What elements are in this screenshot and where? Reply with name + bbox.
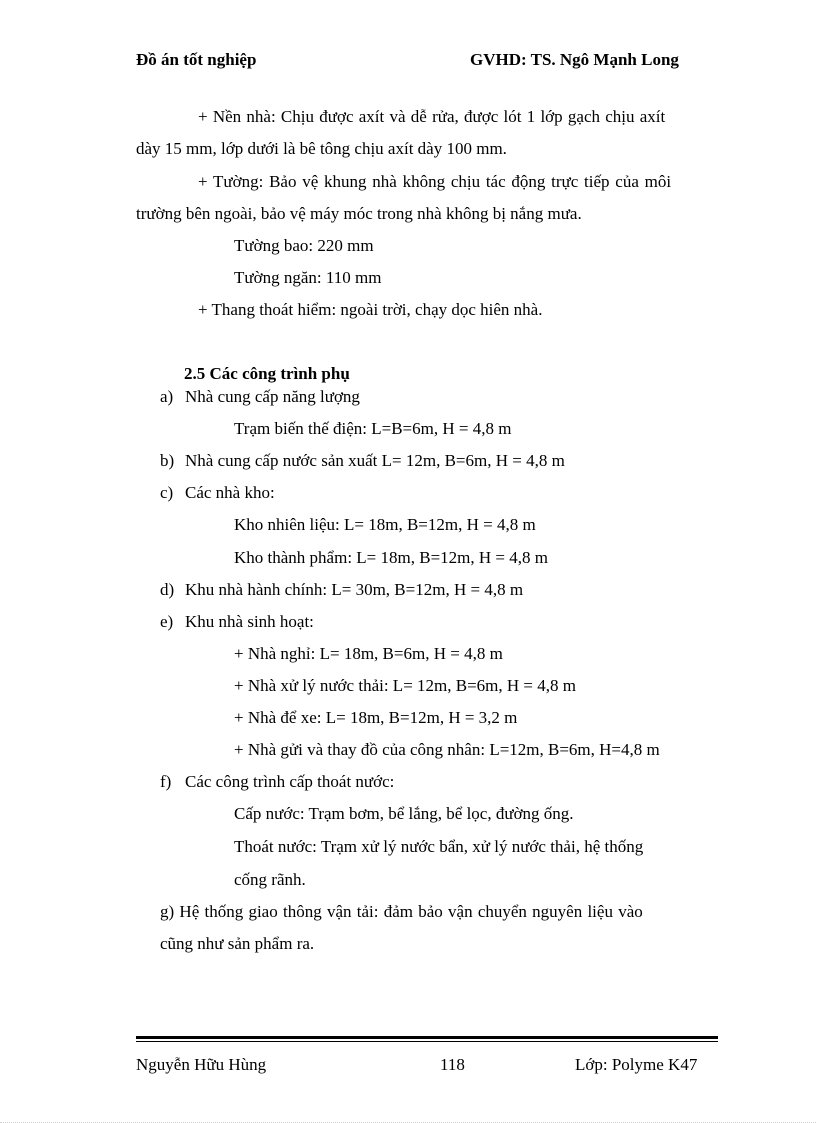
wall-outer: Tường bao: 220 mm: [234, 236, 374, 255]
list-marker-d: d): [160, 580, 175, 599]
list-item-e-sub3: + Nhà để xe: L= 18m, B=12m, H = 3,2 m: [234, 708, 518, 727]
list-item-a: Nhà cung cấp năng lượng: [185, 387, 360, 406]
footer-author: Nguyễn Hữu Hùng: [136, 1055, 267, 1074]
list-item-f-sub2-line1: Thoát nước: Trạm xử lý nước bẩn, xử lý nước thải, hệ thống: [234, 837, 644, 856]
section-heading: 2.5 Các công trình phụ: [184, 364, 350, 383]
list-item-c: Các nhà kho:: [185, 483, 275, 502]
list-marker-b: b): [160, 451, 175, 470]
header-right: GVHD: TS. Ngô Mạnh Long: [470, 50, 679, 69]
paragraph-wall-line2: trường bên ngoài, bảo vệ máy móc trong nhà không bị nắng mưa.: [136, 204, 582, 223]
list-item-f-sub1: Cấp nước: Trạm bơm, bể lắng, bể lọc, đường ống.: [234, 804, 574, 823]
footer-class: Lớp: Polyme K47: [575, 1055, 698, 1074]
list-marker-e: e): [160, 612, 174, 631]
list-marker-f: f): [160, 772, 172, 791]
list-item-e-sub1: + Nhà nghỉ: L= 18m, B=6m, H = 4,8 m: [234, 644, 503, 663]
page-number: 118: [440, 1055, 465, 1074]
list-item-e-sub2: + Nhà xử lý nước thải: L= 12m, B=6m, H = 4,8 m: [234, 676, 576, 695]
footer-rule-thick: [136, 1036, 718, 1039]
emergency-stairs: + Thang thoát hiểm: ngoài trời, chạy dọc hiên nhà.: [198, 300, 543, 319]
paragraph-floor-line1: + Nền nhà: Chịu được axít và dễ rửa, được lót 1 lớp gạch chịu axít: [198, 107, 666, 126]
list-item-d: Khu nhà hành chính: L= 30m, B=12m, H = 4,8 m: [185, 580, 524, 599]
list-marker-c: c): [160, 483, 174, 502]
paragraph-floor-line2: dày 15 mm, lớp dưới là bê tông chịu axít dày 100 mm.: [136, 139, 507, 158]
list-item-f: Các công trình cấp thoát nước:: [185, 772, 395, 791]
list-item-c-sub2: Kho thành phẩm: L= 18m, B=12m, H = 4,8 m: [234, 548, 548, 567]
wall-inner: Tường ngăn: 110 mm: [234, 268, 382, 287]
list-item-e-sub4: + Nhà gửi và thay đồ của công nhân: L=12m, B=6m, H=4,8 m: [234, 740, 660, 759]
list-item-b: Nhà cung cấp nước sản xuất L= 12m, B=6m, H = 4,8 m: [185, 451, 565, 470]
list-item-c-sub1: Kho nhiên liệu: L= 18m, B=12m, H = 4,8 m: [234, 515, 536, 534]
paragraph-wall-line1: + Tường: Bảo vệ khung nhà không chịu tác động trực tiếp của môi: [198, 172, 672, 191]
header-left: Đồ án tốt nghiệp: [136, 50, 257, 69]
list-item-g-line2: cũng như sản phẩm ra.: [160, 934, 315, 953]
list-marker-a: a): [160, 387, 174, 406]
list-item-a-sub1: Trạm biến thế điện: L=B=6m, H = 4,8 m: [234, 419, 512, 438]
list-item-g-line1: g) Hệ thống giao thông vận tải: đảm bảo vận chuyển nguyên liệu vào: [160, 902, 643, 921]
list-item-f-sub2-line2: cống rãnh.: [234, 870, 306, 889]
footer-rule-thin: [136, 1041, 718, 1042]
list-item-e: Khu nhà sinh hoạt:: [185, 612, 314, 631]
